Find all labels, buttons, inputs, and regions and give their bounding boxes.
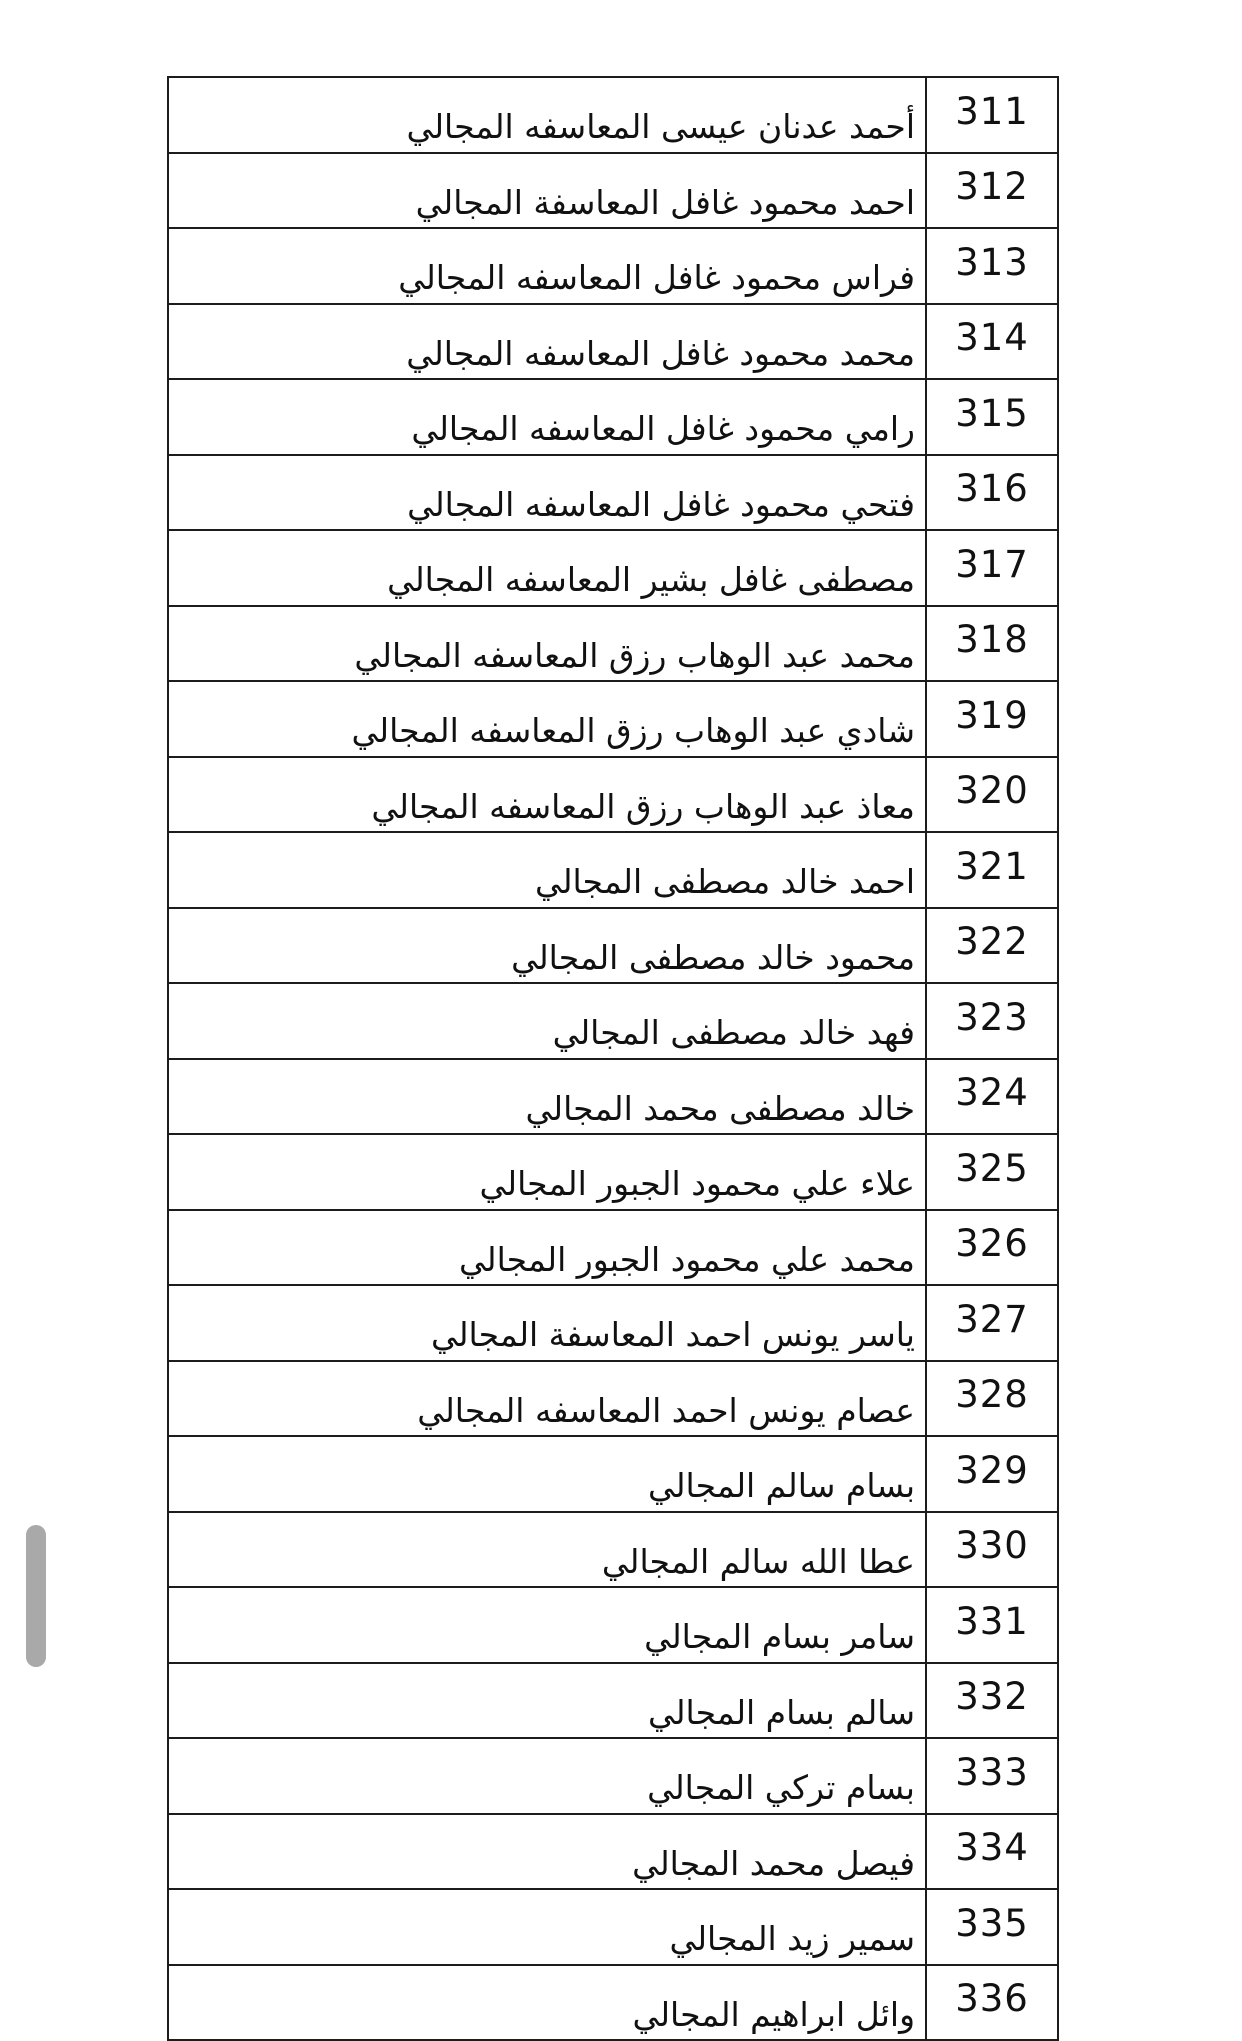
number-cell: 311 — [926, 77, 1058, 153]
table-row — [168, 530, 1058, 606]
table-row — [168, 1965, 1058, 2041]
number-cell: 317 — [926, 530, 1058, 606]
number-cell: 328 — [926, 1361, 1058, 1437]
table-row — [168, 1361, 1058, 1437]
number-cell: 327 — [926, 1285, 1058, 1361]
table-row — [168, 1134, 1058, 1210]
scrollbar-thumb[interactable] — [26, 1525, 46, 1667]
number-cell: 332 — [926, 1663, 1058, 1739]
number-cell: 336 — [926, 1965, 1058, 2041]
name-cell: أحمد عدنان عيسى المعاسفه المجالي — [168, 77, 926, 153]
name-cell: خالد مصطفى محمد المجالي — [168, 1059, 926, 1135]
number-cell: 321 — [926, 832, 1058, 908]
table-row — [168, 1210, 1058, 1286]
table-row — [168, 455, 1058, 531]
name-cell: محمد عبد الوهاب رزق المعاسفه المجالي — [168, 606, 926, 682]
name-cell: عطا الله سالم المجالي — [168, 1512, 926, 1588]
number-cell: 330 — [926, 1512, 1058, 1588]
roster-table-body — [168, 77, 1058, 2040]
table-row — [168, 304, 1058, 380]
roster-table — [167, 76, 1059, 2041]
number-cell: 312 — [926, 153, 1058, 229]
name-cell: بسام تركي المجالي — [168, 1738, 926, 1814]
table-row — [168, 1814, 1058, 1890]
name-cell: سالم بسام المجالي — [168, 1663, 926, 1739]
name-cell: ياسر يونس احمد المعاسفة المجالي — [168, 1285, 926, 1361]
name-cell: معاذ عبد الوهاب رزق المعاسفه المجالي — [168, 757, 926, 833]
table-row — [168, 1512, 1058, 1588]
table-row — [168, 1285, 1058, 1361]
name-cell: محمد علي محمود الجبور المجالي — [168, 1210, 926, 1286]
number-cell: 334 — [926, 1814, 1058, 1890]
table-row — [168, 681, 1058, 757]
name-cell: فيصل محمد المجالي — [168, 1814, 926, 1890]
number-cell: 326 — [926, 1210, 1058, 1286]
name-cell: وائل ابراهيم المجالي — [168, 1965, 926, 2041]
name-cell: عصام يونس احمد المعاسفه المجالي — [168, 1361, 926, 1437]
name-cell: محمود خالد مصطفى المجالي — [168, 908, 926, 984]
name-cell: احمد خالد مصطفى المجالي — [168, 832, 926, 908]
table-row — [168, 1889, 1058, 1965]
name-cell: علاء علي محمود الجبور المجالي — [168, 1134, 926, 1210]
table-row — [168, 606, 1058, 682]
name-cell: رامي محمود غافل المعاسفه المجالي — [168, 379, 926, 455]
name-cell: احمد محمود غافل المعاسفة المجالي — [168, 153, 926, 229]
name-cell: بسام سالم المجالي — [168, 1436, 926, 1512]
name-cell: فراس محمود غافل المعاسفه المجالي — [168, 228, 926, 304]
number-cell: 316 — [926, 455, 1058, 531]
table-row — [168, 1436, 1058, 1512]
name-cell: سمير زيد المجالي — [168, 1889, 926, 1965]
name-cell: فهد خالد مصطفى المجالي — [168, 983, 926, 1059]
table-row — [168, 228, 1058, 304]
table-row — [168, 1738, 1058, 1814]
name-cell: شادي عبد الوهاب رزق المعاسفه المجالي — [168, 681, 926, 757]
name-cell: محمد محمود غافل المعاسفه المجالي — [168, 304, 926, 380]
number-cell: 319 — [926, 681, 1058, 757]
table-row — [168, 1587, 1058, 1663]
table-row — [168, 983, 1058, 1059]
number-cell: 318 — [926, 606, 1058, 682]
number-cell: 315 — [926, 379, 1058, 455]
number-cell: 314 — [926, 304, 1058, 380]
table-row — [168, 153, 1058, 229]
name-cell: فتحي محمود غافل المعاسفه المجالي — [168, 455, 926, 531]
number-cell: 313 — [926, 228, 1058, 304]
number-cell: 323 — [926, 983, 1058, 1059]
number-cell: 324 — [926, 1059, 1058, 1135]
number-cell: 320 — [926, 757, 1058, 833]
number-cell: 325 — [926, 1134, 1058, 1210]
name-cell: سامر بسام المجالي — [168, 1587, 926, 1663]
table-row — [168, 1059, 1058, 1135]
table-row — [168, 757, 1058, 833]
table-row — [168, 832, 1058, 908]
number-cell: 333 — [926, 1738, 1058, 1814]
number-cell: 331 — [926, 1587, 1058, 1663]
number-cell: 322 — [926, 908, 1058, 984]
number-cell: 329 — [926, 1436, 1058, 1512]
table-row — [168, 77, 1058, 153]
name-cell: مصطفى غافل بشير المعاسفه المجالي — [168, 530, 926, 606]
number-cell: 335 — [926, 1889, 1058, 1965]
table-row — [168, 379, 1058, 455]
table-row — [168, 908, 1058, 984]
table-row — [168, 1663, 1058, 1739]
